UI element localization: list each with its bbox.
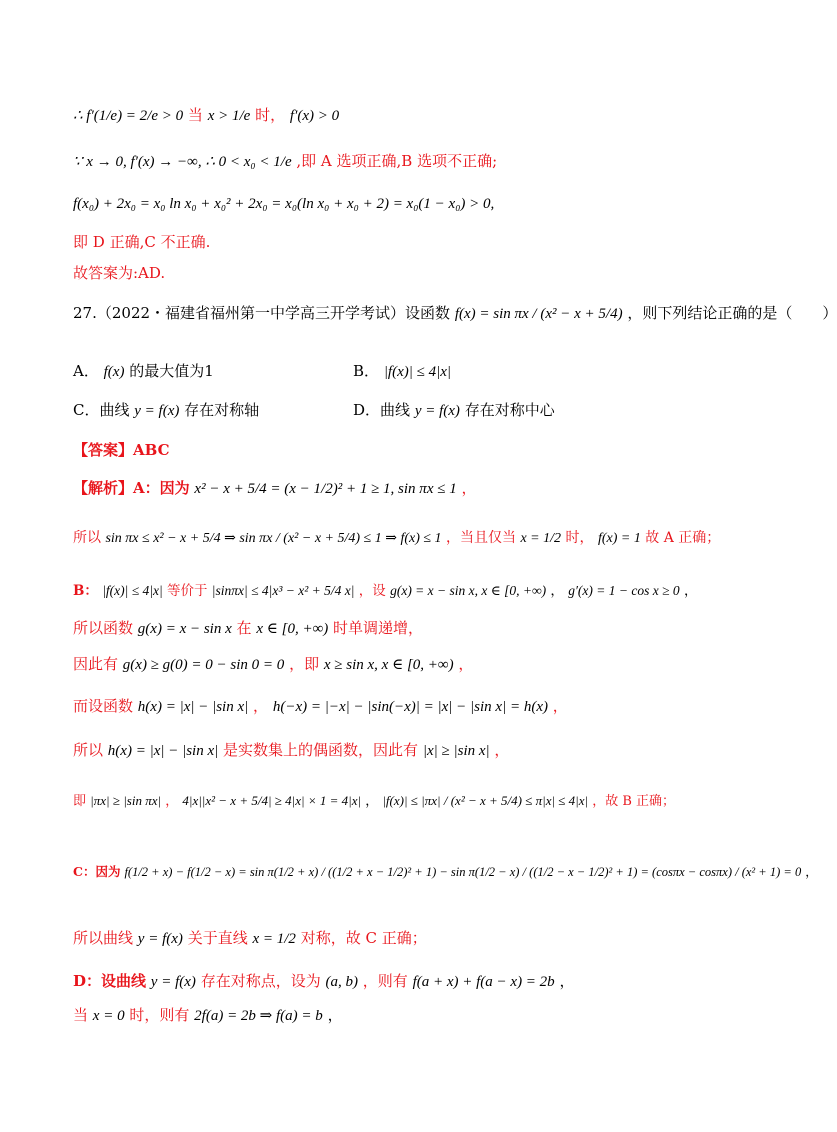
solution-line-3: [73, 193, 760, 214]
option-a-label: A．: [73, 362, 99, 380]
text-segment: ，: [458, 655, 474, 673]
math-expr: f′(x) > 0: [289, 108, 340, 124]
solution-line-4: [73, 232, 760, 252]
analysis-a-1: [73, 478, 760, 499]
analysis-d-2: [73, 1005, 760, 1026]
question-stem: 27.（2022・福建省福州第一中学高三开学考试）设函数: [73, 304, 451, 322]
option-d: [353, 400, 555, 421]
math-expr: h(x) = |x| − |sin x|: [137, 699, 249, 715]
math-expr: h(−x) = |−x| − |sin(−x)| = |x| − |sin x| = h(x): [272, 699, 548, 715]
math-expr: g(x) = x − sin x: [137, 621, 232, 637]
option-d-label: D．曲线: [353, 401, 411, 419]
math-expr: x² − x + 5/4 = (x − 1/2)² + 1 ≥ 1, sin πx ≤ 1: [194, 481, 457, 497]
math-expr: f(1/2 + x) − f(1/2 − x) = sin π(1/2 + x) / ((1/2 + x − 1/2)² + 1) − sin π(1/2 − x) / ((1/2 − x − 1/2)² + 1) = (cosπx − cosπx) / (x² + 1) = 0: [124, 865, 802, 879]
math-expr: x = 1/2: [252, 931, 296, 947]
math-expr: g′(x) = 1 − cos x ≥ 0: [568, 583, 680, 598]
math-expr: ∴ f′(1/e) = 2/e > 0: [73, 108, 184, 124]
text-segment: 当: [187, 106, 203, 124]
text-segment: 所以函数: [73, 619, 134, 637]
text-segment: ，则有: [362, 972, 408, 990]
math-expr: y = f(x): [150, 974, 196, 990]
answer: 【答案】ABC: [73, 441, 170, 459]
solution-line-1: [73, 105, 760, 126]
text-segment: 等价于: [167, 583, 208, 599]
text-segment: ，: [327, 1006, 343, 1024]
analysis-b-2: [73, 618, 760, 639]
text-segment: 【解析】A：因为: [73, 479, 190, 497]
text-segment: ，即: [289, 655, 320, 673]
text-segment: ，: [253, 697, 269, 715]
text-segment: 所以: [73, 530, 101, 546]
text-segment: 所以: [73, 741, 104, 759]
text-segment: ，设: [358, 583, 386, 599]
math-expr: g(x) ≥ g(0) = 0 − sin 0 = 0: [122, 657, 285, 673]
text-segment: 是实数集上的偶函数，因此有: [223, 741, 419, 759]
text-segment: ,即 A 选项正确,B 选项不正确;: [296, 152, 498, 170]
option-d-text: 存在对称中心: [464, 401, 555, 419]
analysis-b-4: [73, 696, 760, 717]
text-segment: 即 D 正确,C 不正确.: [73, 233, 211, 251]
option-b: [353, 361, 451, 382]
math-expr: 2f(a) = 2b ⇒ f(a) = b: [194, 1008, 323, 1024]
analysis-d-1: [73, 971, 760, 992]
math-expr: |sinπx| ≤ 4|x³ − x² + 5/4 x|: [211, 583, 355, 598]
text-segment: 时单调递增，: [333, 619, 424, 637]
math-expr: (a, b): [325, 974, 358, 990]
math-expr: y = f(x): [137, 931, 183, 947]
analysis-a-2: [73, 528, 760, 549]
question-27: [73, 303, 837, 324]
text-segment: 故 A 正确；: [645, 530, 721, 546]
math-expr: ∵ x → 0, f′(x) → −∞, ∴ 0 < x₀ < 1/e: [73, 154, 292, 170]
option-c-text: 存在对称轴: [184, 401, 260, 419]
text-segment: 当: [73, 1006, 89, 1024]
solution-line-2: [73, 151, 760, 172]
math-expr: x ≥ sin x, x ∈ [0, +∞): [323, 657, 454, 673]
text-segment: 时，: [255, 106, 286, 124]
option-a-text: 的最大值为1: [129, 362, 214, 380]
math-expr: x > 1/e: [207, 108, 251, 124]
text-segment: 对称，故 C 正确；: [300, 929, 427, 947]
math-expr: |f(x)| ≤ 4|x|: [383, 364, 452, 380]
text-segment: D：设曲线: [73, 972, 147, 990]
text-segment: 时，则有: [129, 1006, 190, 1024]
analysis-b-6: [73, 791, 760, 812]
text-segment: 时，: [565, 530, 594, 546]
math-expr: x ∈ [0, +∞): [256, 621, 329, 637]
analysis-c-2: [73, 928, 760, 949]
math-expr: f(x): [103, 364, 125, 380]
math-expr: y = f(x): [134, 403, 180, 419]
text-segment: ，: [683, 583, 698, 599]
option-a: [73, 361, 214, 382]
text-segment: 因此有: [73, 655, 119, 673]
solution-line-5: [73, 263, 760, 283]
function-definition: f(x) = sin πx / (x² − x + 5/4): [454, 306, 623, 322]
text-segment: ，: [165, 794, 179, 809]
text-segment: 而设函数: [73, 697, 134, 715]
text-segment: 故答案为:AD.: [73, 264, 166, 282]
question-tail: ，则下列结论正确的是（ ）: [627, 304, 837, 322]
text-segment: 在: [236, 619, 252, 637]
analysis-b-5: [73, 740, 760, 761]
text-segment: B：: [73, 583, 98, 599]
text-segment: ，: [559, 972, 575, 990]
math-expr: f(x) = 1: [597, 531, 641, 546]
text-segment: ，: [365, 794, 379, 809]
math-expr: 4|x||x² − x + 5/4| ≥ 4|x| × 1 = 4|x|: [182, 793, 362, 808]
math-expr: f(a + x) + f(a − x) = 2b: [412, 974, 555, 990]
text-segment: 关于直线: [187, 929, 248, 947]
math-expr: sin πx ≤ x² − x + 5/4 ⇒ sin πx / (x² − x + 5/4) ≤ 1 ⇒ f(x) ≤ 1: [105, 531, 442, 546]
option-c-label: C．曲线: [73, 401, 130, 419]
math-expr: |f(x)| ≤ 4|x|: [102, 583, 163, 598]
text-segment: ，: [552, 697, 568, 715]
text-segment: ，故 B 正确；: [592, 794, 676, 809]
text-segment: C：因为: [73, 864, 121, 879]
text-segment: 所以曲线: [73, 929, 134, 947]
math-expr: x = 0: [92, 1008, 125, 1024]
math-expr: y = f(x): [414, 403, 460, 419]
math-expr: h(x) = |x| − |sin x|: [107, 743, 219, 759]
text-segment: ，: [805, 864, 818, 879]
analysis-c-1: [73, 862, 818, 882]
text-segment: ，: [494, 741, 510, 759]
analysis-b-3: [73, 654, 760, 675]
text-segment: ，当且仅当: [446, 530, 517, 546]
math-expr: |πx| ≥ |sin πx|: [90, 793, 162, 808]
math-expr: g(x) = x − sin x, x ∈ [0, +∞): [390, 583, 547, 598]
math-expr: |x| ≥ |sin x|: [422, 743, 490, 759]
answer-line: [73, 440, 760, 460]
text-segment: ，: [550, 583, 564, 599]
analysis-b-1: [73, 581, 760, 601]
text-segment: 即: [73, 794, 87, 809]
text-segment: 存在对称点，设为: [200, 972, 321, 990]
math-expr: x = 1/2: [520, 531, 562, 546]
math-expr: |f(x)| ≤ |πx| / (x² − x + 5/4) ≤ π|x| ≤ 4|x|: [382, 793, 589, 808]
option-c: [73, 400, 259, 421]
text-segment: ，: [461, 479, 477, 497]
option-b-label: B．: [353, 362, 380, 380]
math-expr: f(x₀) + 2x₀ = x₀ ln x₀ + x₀² + 2x₀ = x₀(ln x₀ + x₀ + 2) = x₀(1 − x₀) > 0,: [73, 196, 495, 212]
